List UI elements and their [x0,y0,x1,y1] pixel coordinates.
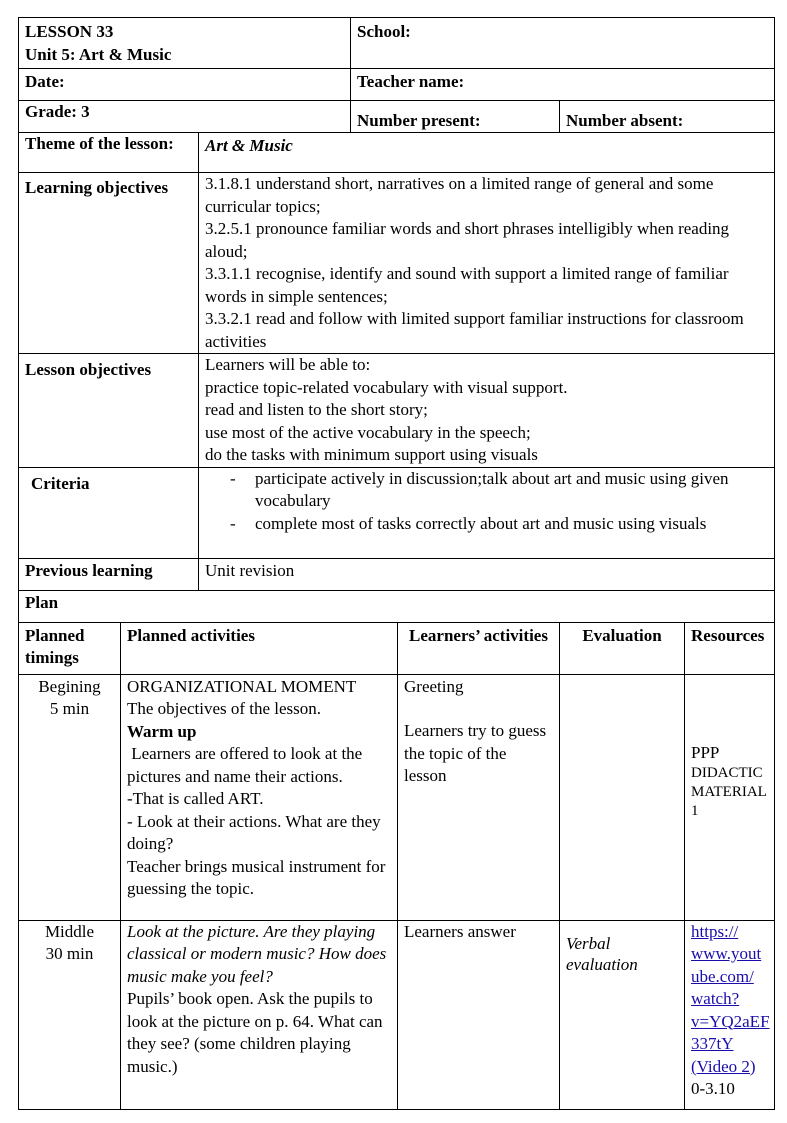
lesson-objective-item: use most of the active vocabulary in the speech; [205,422,531,442]
plan-label: Plan [25,592,59,612]
header-resources-text: Resources [691,625,765,645]
activity-line: - Look at their actions. What are they doing? [127,811,381,853]
activity-title: ORGANIZATIONAL MOMENT [127,676,357,696]
teacher-cell [351,69,775,101]
lesson-objective-item: Learners will be able to: [205,355,371,374]
previous-learning-label-cell [19,558,199,590]
plan-row-middle [19,920,775,1109]
header-activities-text: Planned activities [127,625,255,645]
header-timings [19,622,121,674]
previous-learning-cell [199,558,775,590]
activity-question: Look at the picture. Are they playing classical or modern music? How does music make you feel? [127,921,387,986]
lesson-number: LESSON 33 [25,22,114,41]
header-learners [398,622,560,674]
header-learners-text: Learners’ activities [409,625,548,645]
theme-value-cell [199,133,775,173]
theme-label-cell [19,133,199,173]
lesson-plan-table [18,17,775,1110]
theme-value: Art & Music [205,136,293,155]
timing-duration: 5 min [49,699,90,718]
learners-activity: Learners try to guess the topic of the lesson [404,721,547,785]
lesson-objectives-label-cell [19,354,199,468]
video-time: 0-3.10 [691,1079,735,1098]
timing-stage: Middle [44,921,95,941]
learning-objective-item: 3.1.8.1 understand short, narratives on a limited range of general and some curricular topics; [205,174,714,216]
criteria-label: Criteria [31,473,90,493]
criteria-item: - complete most of tasks correctly about art and music using visuals [205,513,768,536]
timing-cell [19,674,121,920]
absent-label: Number absent: [566,110,684,130]
warm-up-label: Warm up [127,721,197,741]
learning-objective-item: 3.3.1.1 recognise, identify and sound with support a limited range of familiar words in simple sentences; [205,264,729,306]
learning-objectives-label-cell [19,173,199,354]
header-resources [685,622,775,674]
previous-learning-value: Unit revision [205,560,295,580]
lesson-title-cell [19,18,351,69]
header-activities [121,622,398,674]
activity-objectives: The objectives of the lesson. [127,699,322,718]
link-part: 337tY [691,1034,734,1053]
lesson-objectives-cell [199,354,775,468]
unit-title: Unit 5: Art & Music [25,44,172,64]
criteria-cell [199,467,775,558]
absent-cell [560,101,775,133]
learning-objectives-cell [199,173,775,354]
link-part: https:// [691,921,739,941]
timing-duration: 30 min [45,944,94,963]
plan-row-beginning [19,674,775,920]
header-timings-text: Planned timings [25,625,85,667]
plan-label-cell [19,590,775,622]
lesson-objective-item: practice topic-related vocabulary with visual support. [205,377,568,397]
learning-objective-item: 3.2.5.1 pronounce familiar words and short phrases intelligibly when reading aloud; [205,219,730,261]
learners-cell [398,674,560,920]
evaluation-cell [560,674,685,920]
activities-cell [121,674,398,920]
header-evaluation-text: Evaluation [582,625,662,645]
timing-stage: Begining [38,676,101,696]
learners-answer: Learners answer [404,921,516,941]
timing-cell [19,920,121,1109]
link-part: (Video 2) [691,1056,756,1076]
activity-line: Learners are offered to look at the pictures and name their actions. [127,744,367,786]
learning-objective-item: 3.3.2.1 read and follow with limited support familiar instructions for classroom activities [205,309,744,351]
evaluation-cell [560,920,685,1109]
learners-greeting: Greeting [404,676,464,696]
evaluation-value: Verbal evaluation [566,933,638,974]
header-evaluation [560,622,685,674]
criteria-label-cell [19,467,199,558]
school-label: School: [357,22,411,41]
criteria-list [205,468,768,536]
resource-number: 1 [691,803,699,819]
link-part: v=YQ2aEF [691,1011,770,1031]
resources-cell [685,674,775,920]
activity-text: Pupils’ book open. Ask the pupils to look at the picture on p. 64. What can they see? (some children playing music.) [127,989,383,1076]
activity-line: -That is called ART. [127,789,264,808]
date-cell [19,69,351,101]
grade-cell [19,101,351,133]
previous-learning-label: Previous learning [25,560,153,580]
learning-objectives-label: Learning objectives [25,178,169,197]
resource-ppp: PPP [691,742,720,762]
activities-cell [121,920,398,1109]
lesson-objective-item: do the tasks with minimum support using visuals [205,445,538,464]
lesson-objective-item: read and listen to the short story; [205,400,428,419]
date-label: Date: [25,72,65,91]
learners-cell [398,920,560,1109]
theme-label: Theme of the lesson: [25,134,174,153]
teacher-label: Teacher name: [357,72,465,91]
present-cell [351,101,560,133]
resource-didactic-material: DIDACTIC MATERIAL [691,765,767,800]
school-cell [351,18,775,69]
resources-cell [685,920,775,1109]
video-link[interactable] [691,921,768,1079]
present-label: Number present: [357,110,481,130]
link-part: www.yout [691,944,762,963]
link-part: watch? [691,989,740,1008]
grade-label: Grade: 3 [25,102,90,121]
criteria-item: - participate actively in discussion;talk about art and music using given vocabulary [205,468,768,513]
activity-line: Teacher brings musical instrument for guessing the topic. [127,856,386,898]
link-part: ube.com/ [691,966,754,986]
lesson-objectives-label: Lesson objectives [25,360,152,379]
lesson-plan-document [18,17,774,1110]
